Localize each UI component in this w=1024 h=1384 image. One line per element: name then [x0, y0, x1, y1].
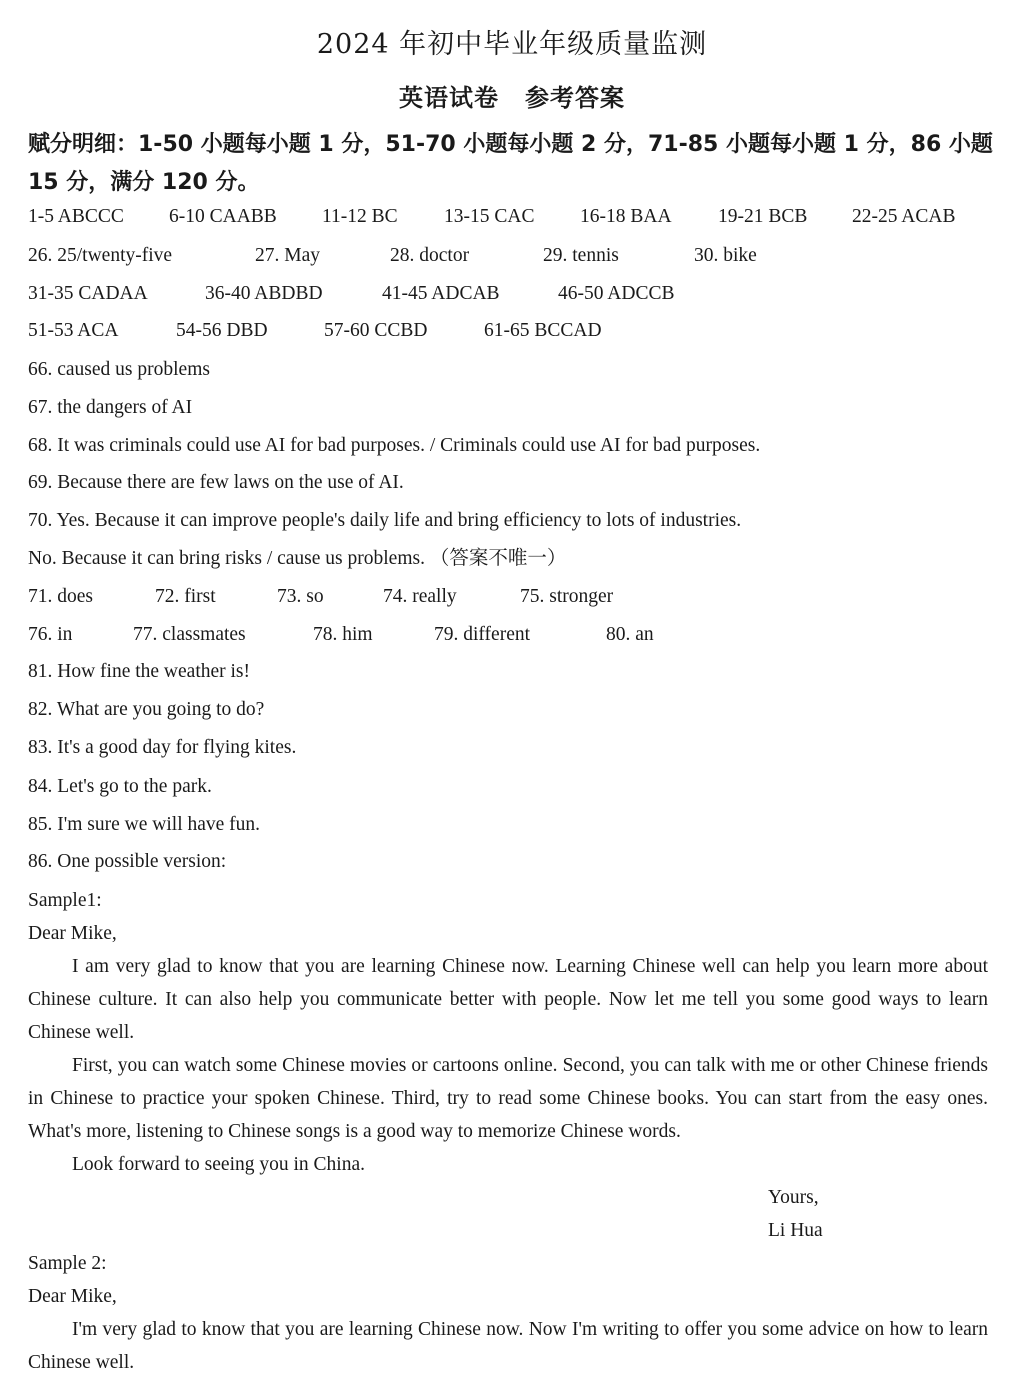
answer-item: 30. bike [694, 245, 757, 266]
sample1-paragraph-3: Look forward to seeing you in China. [72, 1154, 365, 1175]
sample1-closing: Yours, [768, 1187, 819, 1208]
answer-84: 84. Let's go to the park. [28, 776, 212, 797]
sample1-signature: Li Hua [768, 1220, 823, 1241]
subtitle-answer-key: 参考答案 [525, 84, 625, 112]
answer-81: 81. How fine the weather is! [28, 661, 251, 682]
answer-item: 78. him [313, 624, 373, 645]
answer-67: 67. the dangers of AI [28, 397, 193, 418]
answer-item: 36-40 ABDBD [205, 283, 323, 304]
answer-69: 69. Because there are few laws on the use of AI. [28, 472, 404, 493]
answer-item: 79. different [434, 624, 531, 645]
answer-item: 71. does [28, 586, 93, 607]
answer-item: 19-21 BCB [718, 206, 808, 227]
answer-66: 66. caused us problems [28, 359, 210, 380]
sample2-label: Sample 2: [28, 1253, 107, 1274]
answer-item: 61-65 BCCAD [484, 320, 602, 341]
answer-item: 13-15 CAC [444, 206, 535, 227]
page-subtitle [0, 78, 1024, 113]
answer-item: 22-25 ACAB [852, 206, 956, 227]
answer-item: 31-35 CADAA [28, 283, 148, 304]
subtitle-exam: 英语试卷 [399, 84, 499, 112]
answer-item: 80. an [606, 624, 654, 645]
answer-item: 77. classmates [133, 624, 246, 645]
answer-86: 86. One possible version: [28, 851, 227, 872]
answer-item: 46-50 ADCCB [558, 283, 675, 304]
answer-82: 82. What are you going to do? [28, 699, 265, 720]
answer-item: 57-60 CCBD [324, 320, 428, 341]
answer-70-no: No. Because it can bring risks / cause us problems. （答案不唯一） [28, 548, 567, 569]
answer-85: 85. I'm sure we will have fun. [28, 814, 261, 835]
answer-item: 29. tennis [543, 245, 619, 266]
page-title: 2024 年初中毕业年级质量监测 [316, 29, 708, 60]
answer-item: 54-56 DBD [176, 320, 268, 341]
answer-item: 73. so [277, 586, 324, 607]
answer-item: 26. 25/twenty-five [28, 245, 173, 266]
answer-item: 6-10 CAABB [169, 206, 277, 227]
scoring-details: 赋分明细：1-50 小题每小题 1 分，51-70 小题每小题 2 分，71-85 小题每小题 1 分，86 小题 15 分，满分 120 分。 [28, 132, 993, 195]
sample1-greeting: Dear Mike, [28, 923, 117, 944]
sample2-paragraph-1: I'm very glad to know that you are learning Chinese now. Now I'm writing to offer you some advice on how to learn Chinese well. [28, 1319, 988, 1373]
answer-68: 68. It was criminals could use AI for bad purposes. / Criminals could use AI for bad purposes. [28, 435, 761, 456]
answer-item: 27. May [255, 245, 320, 266]
answer-item: 28. doctor [390, 245, 470, 266]
answer-item: 41-45 ADCAB [382, 283, 500, 304]
answer-item: 11-12 BC [322, 206, 398, 227]
answer-item: 76. in [28, 624, 73, 645]
answer-item: 75. stronger [520, 586, 614, 607]
answer-item: 72. first [155, 586, 216, 607]
sample1-paragraph-1: I am very glad to know that you are learning Chinese now. Learning Chinese well can help you learn more about Chinese culture. It can also help you communicate better with people. Now let me tell you some good ways to learn Chinese well. [28, 956, 988, 1043]
sample2-greeting: Dear Mike, [28, 1286, 117, 1307]
sample1-paragraph-2: First, you can watch some Chinese movies or cartoons online. Second, you can talk with me or other Chinese friends in Chinese to practice your spoken Chinese. Third, try to read some Chinese books. You can start from the easy ones. What's more, listening to Chinese songs is a good way to memorize Chinese words. [28, 1055, 988, 1142]
answer-item: 1-5 ABCCC [28, 206, 124, 227]
answer-item: 51-53 ACA [28, 320, 119, 341]
answer-70-yes: 70. Yes. Because it can improve people's daily life and bring efficiency to lots of industries. [28, 510, 742, 531]
answer-83: 83. It's a good day for flying kites. [28, 737, 297, 758]
answer-item: 74. really [383, 586, 457, 607]
sample1-label: Sample1: [28, 890, 102, 911]
answer-item: 16-18 BAA [580, 206, 672, 227]
